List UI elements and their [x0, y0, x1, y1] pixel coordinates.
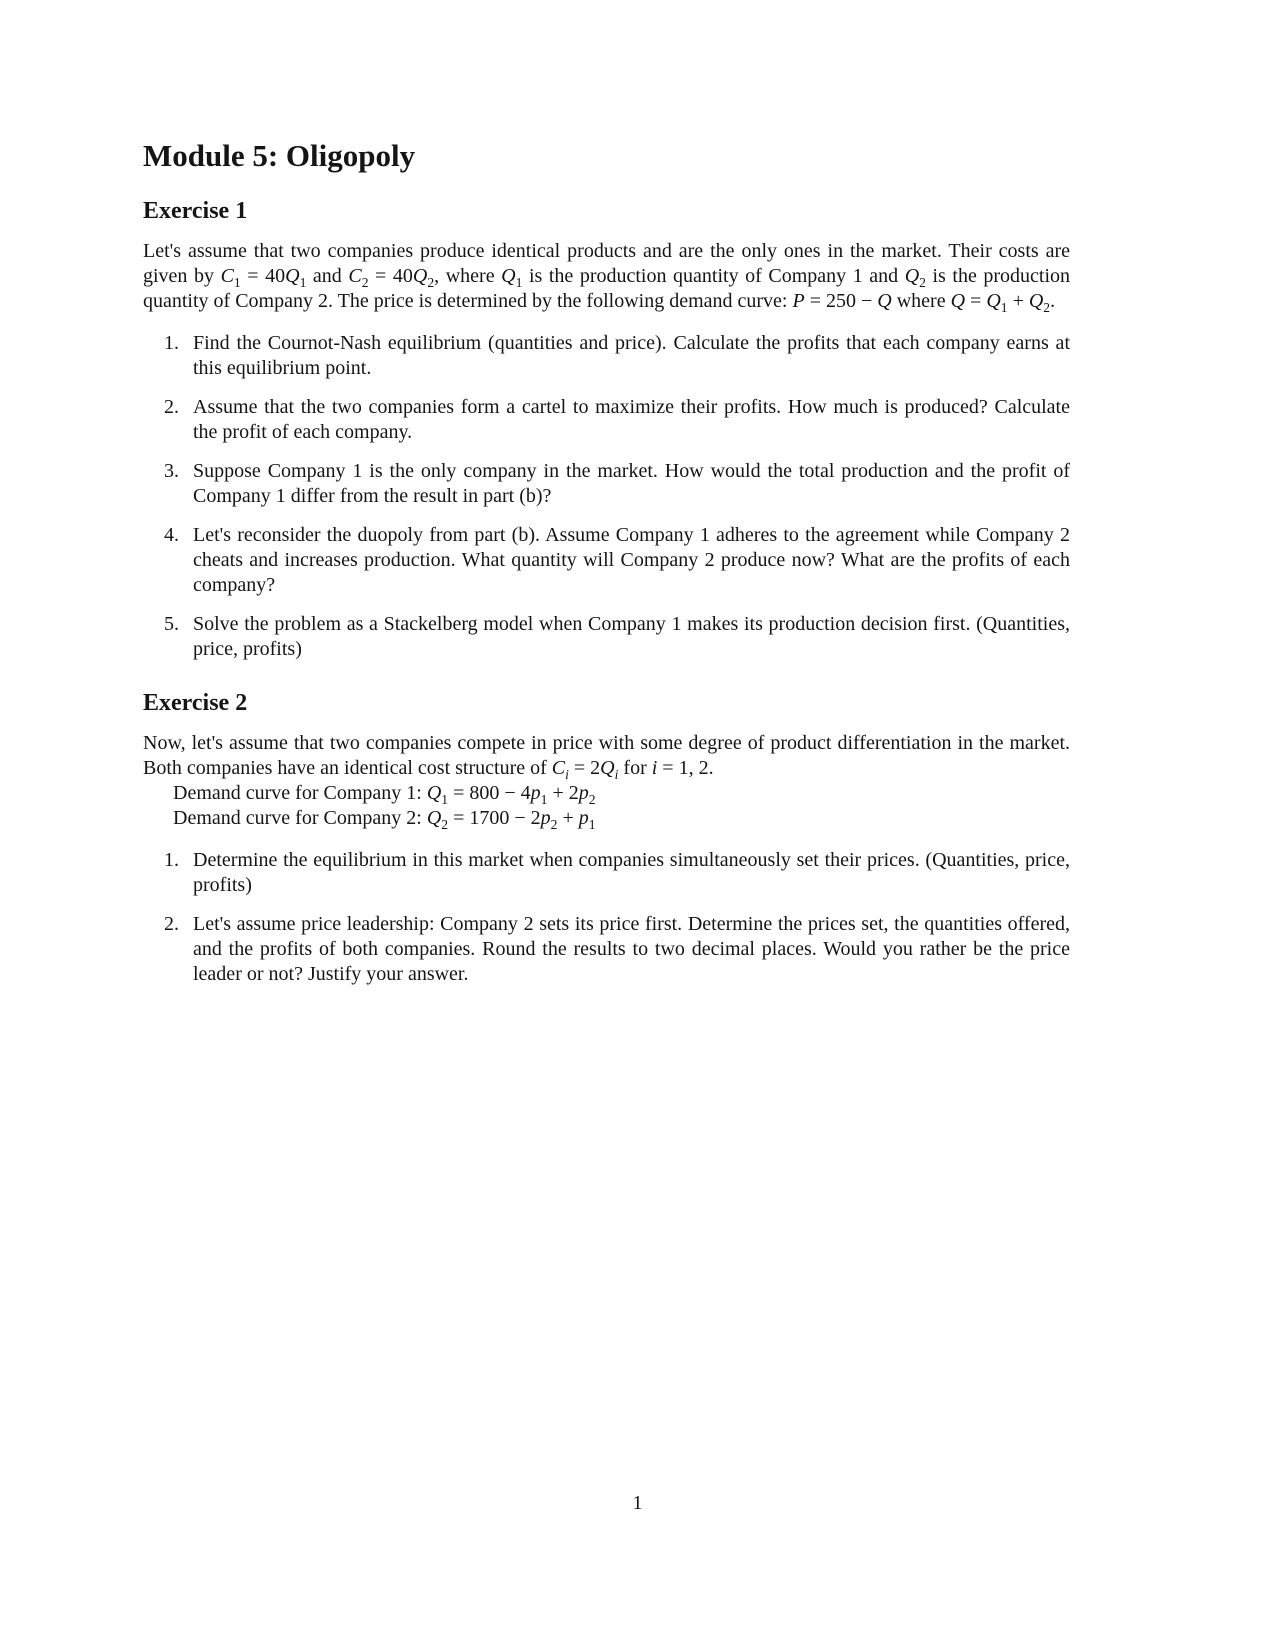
item-number: 5. [164, 613, 179, 635]
list-item [143, 912, 1070, 987]
section-exercise-2 [143, 690, 1070, 987]
item-number: 2. [164, 396, 179, 418]
demand-curve-company-2: Demand curve for Company 2: $Q_2 = 1700 - 2p_2 + p_1$ [173, 807, 596, 832]
section-exercise-1 [143, 198, 1070, 662]
exercise-2-items [143, 848, 1070, 987]
exercise-1-heading: Exercise 1 [143, 198, 248, 224]
exercise-2-intro: Now, let's assume that two companies compete in price with some degree of product differentiation in the market. Both companies have an identical cost structure of $C_i = 2Q_i$ for i = 1, 2. [143, 732, 1070, 782]
item-text: Assume that the two companies form a cartel to maximize their profits. How much is produced? Calculate the profit of each company. [193, 396, 1070, 443]
list-item [143, 459, 1070, 509]
item-text: Determine the equilibrium in this market when companies simultaneously set their prices. (Quantities, price, profits) [193, 849, 1070, 896]
item-text: Let's assume price leadership: Company 2 sets its price first. Determine the prices set, the quantities offered, and the profits of both companies. Round the results to two decimal places. Would you rather be the price leader or not? Justify your answer. [193, 913, 1070, 985]
item-text: Find the Cournot-Nash equilibrium (quantities and price). Calculate the profits that each company earns at this equilibrium point. [193, 332, 1070, 379]
list-item [143, 395, 1070, 445]
item-text: Suppose Company 1 is the only company in the market. How would the total production and the profit of Company 1 differ from the result in part (b)? [193, 460, 1070, 507]
list-item [143, 848, 1070, 898]
page-number: 1 [632, 1492, 643, 1514]
list-item [143, 331, 1070, 381]
document-title: Module 5: Oligopoly [143, 138, 416, 173]
exercise-1-intro: Let's assume that two companies produce identical products and are the only ones in the market. Their costs are given by $C_1 = 40Q_1$ and $C_2 = 40Q_2$, where $Q_1$ is the production quantity of Company 1 and $Q_2$ is the production quantity of Company 2. The price is determined by the following demand curve: P = 250 − Q where $Q = Q_1 + Q_2$. [143, 240, 1071, 315]
exercise-1-items [143, 331, 1070, 662]
item-text: Solve the problem as a Stackelberg model when Company 1 makes its production decision first. (Quantities, price, profits) [193, 613, 1070, 660]
item-text: Let's reconsider the duopoly from part (b). Assume Company 1 adheres to the agreement while Company 2 cheats and increases production. What quantity will Company 2 produce now? What are the profits of each company? [193, 524, 1070, 596]
item-number: 1. [164, 332, 179, 354]
document-content [143, 138, 1070, 1001]
demand-curve-company-1: Demand curve for Company 1: $Q_1 = 800 - 4p_1 + 2p_2$ [173, 782, 596, 807]
list-item [143, 612, 1070, 662]
list-item [143, 523, 1070, 598]
exercise-2-heading: Exercise 2 [143, 690, 248, 716]
item-number: 1. [164, 849, 179, 871]
item-number: 2. [164, 913, 179, 935]
item-number: 3. [164, 460, 179, 482]
item-number: 4. [164, 524, 179, 546]
